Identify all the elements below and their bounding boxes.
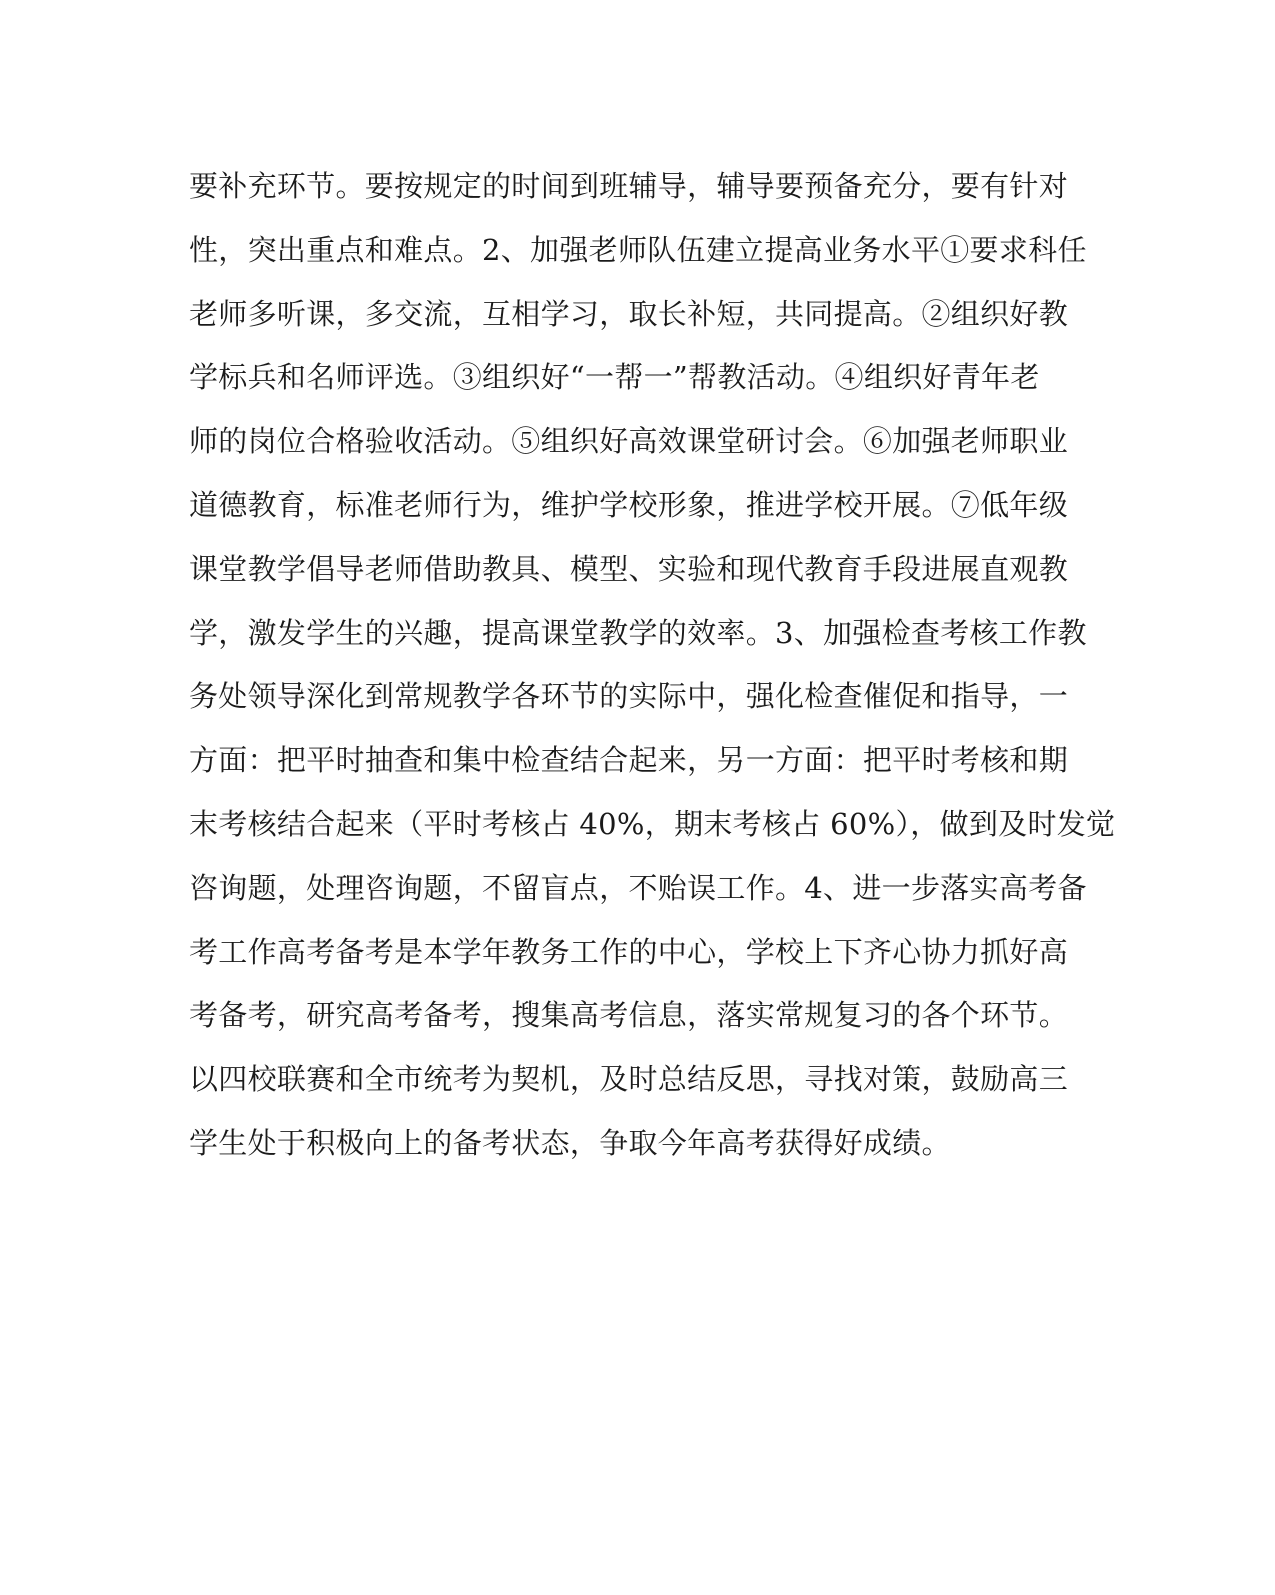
- text-line: 老师多听课，多交流，互相学习，取长补短，共同提高。②组织好教: [189, 296, 1069, 331]
- text-line: 课堂教学倡导老师借助教具、模型、实验和现代教育手段进展直观教: [189, 551, 1069, 586]
- text-line: 道德教育，标准老师行为，维护学校形象，推进学校开展。⑦低年级: [189, 487, 1069, 522]
- text-line: 考备考，研究高考备考，搜集高考信息，落实常规复习的各个环节。: [189, 998, 1069, 1033]
- text-line: 考工作高考备考是本学年教务工作的中心，学校上下齐心协力抓好高: [189, 934, 1069, 969]
- text-line: 学标兵和名师评选。③组织好“一帮一”帮教活动。④组织好青年老: [189, 360, 1040, 395]
- text-line: 性，突出重点和难点。2、加强老师队伍建立提高业务水平①要求科任: [189, 232, 1087, 267]
- text-line: 学生处于积极向上的备考状态，争取今年高考获得好成绩。: [189, 1125, 951, 1160]
- text-line: 要补充环节。要按规定的时间到班辅导，辅导要预备充分，要有针对: [189, 169, 1069, 203]
- text-line: 师的岗位合格验收活动。⑤组织好高效课堂研讨会。⑥加强老师职业: [189, 424, 1069, 459]
- text-line: 学，激发学生的兴趣，提高课堂教学的效率。3、加强检查考核工作教: [189, 615, 1087, 650]
- text-line: 末考核结合起来（平时考核占 40%，期末考核占 60%），做到及时发觉: [189, 806, 1116, 841]
- text-line: 咨询题，处理咨询题，不留盲点，不贻误工作。4、进一步落实高考备: [189, 870, 1087, 905]
- text-line: 务处领导深化到常规教学各环节的实际中，强化检查催促和指导，一: [189, 679, 1069, 714]
- text-line: 方面：把平时抽查和集中检查结合起来，另一方面：把平时考核和期: [189, 743, 1069, 778]
- text-line: 以四校联赛和全市统考为契机，及时总结反思，寻找对策，鼓励高三: [189, 1062, 1069, 1097]
- body-text: [189, 155, 1116, 1176]
